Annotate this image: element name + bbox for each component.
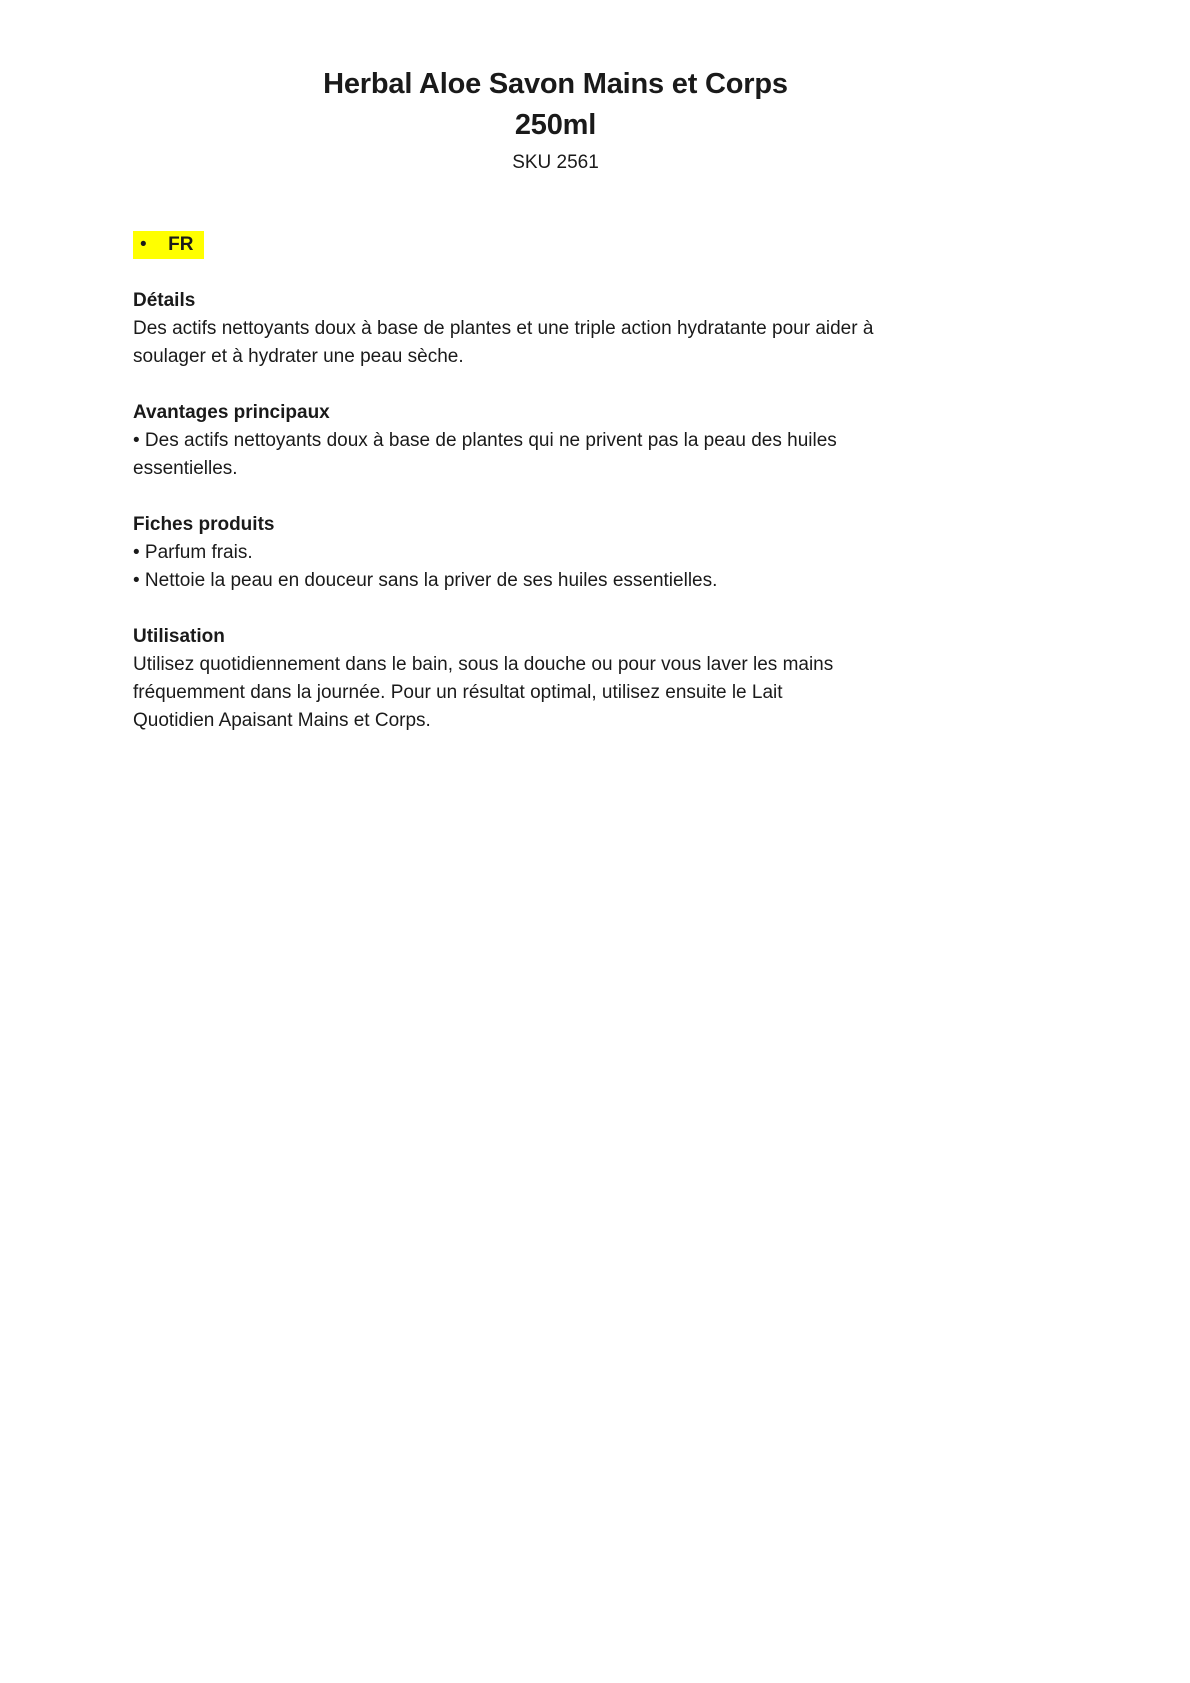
text-line: • Nettoie la peau en douceur sans la priver de ses huiles essentielles.	[133, 570, 718, 591]
section	[133, 511, 978, 595]
fr-highlight	[133, 231, 204, 259]
title-block	[133, 64, 978, 177]
product-sku: SKU 2561	[512, 152, 599, 173]
section	[133, 623, 978, 735]
text-line: • Des actifs nettoyants doux à base de plantes qui ne privent pas la peau des huiles	[133, 430, 837, 451]
document-content	[133, 0, 978, 735]
text-line: Des actifs nettoyants doux à base de plantes et une triple action hydratante pour aider à	[133, 318, 874, 339]
section	[133, 399, 978, 483]
sections	[133, 287, 978, 735]
product-size: 250ml	[514, 109, 597, 141]
section-heading: Détails	[133, 290, 196, 311]
section-heading: Fiches produits	[133, 514, 275, 535]
text-line: Utilisez quotidiennement dans le bain, sous la douche ou pour vous laver les mains	[133, 654, 834, 675]
text-line: • Parfum frais.	[133, 542, 253, 563]
section-heading: Avantages principaux	[133, 402, 330, 423]
section-heading: Utilisation	[133, 626, 225, 647]
text-line: essentielles.	[133, 458, 238, 479]
fr-label: FR	[168, 234, 194, 255]
text-line: soulager et à hydrater une peau sèche.	[133, 346, 464, 367]
text-line: Quotidien Apaisant Mains et Corps.	[133, 710, 431, 731]
section	[133, 287, 978, 371]
product-title: Herbal Aloe Savon Mains et Corps	[323, 68, 788, 100]
bullet-marker: •	[140, 234, 147, 255]
text-line: fréquemment dans la journée. Pour un résultat optimal, utilisez ensuite le Lait	[133, 682, 783, 703]
language-list-item-fr	[133, 231, 978, 259]
